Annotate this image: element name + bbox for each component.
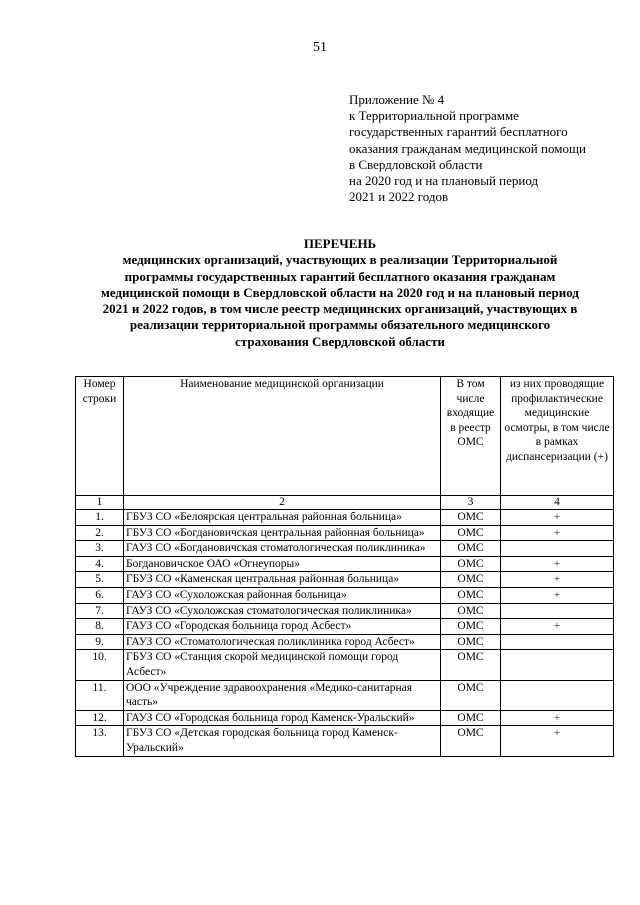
oms-cell: ОМС	[441, 541, 501, 557]
column-number-row	[76, 496, 614, 510]
table-row	[76, 634, 614, 650]
row-number-cell: 1.	[76, 510, 124, 526]
organization-name-cell: ГБУЗ СО «Богдановичская центральная районная больница»	[124, 525, 441, 541]
appendix-line: Приложение № 4	[349, 92, 445, 107]
table-row	[76, 572, 614, 588]
table-row	[76, 603, 614, 619]
oms-cell: ОМС	[441, 603, 501, 619]
page-number: 51	[313, 40, 327, 55]
table-row	[76, 680, 614, 710]
preventive-exam-cell: +	[501, 525, 614, 541]
row-number-cell: 3.	[76, 541, 124, 557]
appendix-line: государственных гарантий бесплатного	[349, 124, 568, 140]
document-heading	[60, 236, 620, 350]
organization-name-cell: ГБУЗ СО «Детская городская больница город Каменск-Уральский»	[124, 726, 441, 756]
oms-cell: ОМС	[441, 619, 501, 635]
heading-line: программы государственных гарантий бесплатного оказания гражданам	[124, 268, 556, 284]
row-number-cell: 4.	[76, 556, 124, 572]
organizations-table	[75, 376, 614, 757]
column-number: 1	[76, 496, 124, 510]
table-row	[76, 650, 614, 680]
organization-name-cell: ГАУЗ СО «Богдановичская стоматологическая поликлиника»	[124, 541, 441, 557]
column-number: 2	[124, 496, 441, 510]
heading-line: страхования Свердловской области	[235, 333, 445, 349]
row-number-cell: 10.	[76, 650, 124, 680]
appendix-line: 2021 и 2022 годов	[349, 189, 449, 205]
preventive-exam-cell	[501, 634, 614, 650]
preventive-exam-cell: +	[501, 710, 614, 726]
preventive-exam-cell: +	[501, 619, 614, 635]
row-number-cell: 8.	[76, 619, 124, 635]
organization-name-cell: ГАУЗ СО «Городская больница город Каменск-Уральский»	[124, 710, 441, 726]
oms-cell: ОМС	[441, 525, 501, 541]
table-row	[76, 525, 614, 541]
table-header-row	[76, 377, 614, 496]
appendix-line: оказания гражданам медицинской помощи	[349, 140, 586, 156]
table-row	[76, 587, 614, 603]
oms-cell: ОМС	[441, 510, 501, 526]
row-number-cell: 2.	[76, 525, 124, 541]
preventive-exam-cell	[501, 541, 614, 557]
oms-cell: ОМС	[441, 710, 501, 726]
preventive-exam-cell: +	[501, 510, 614, 526]
table-row	[76, 726, 614, 756]
heading-line: медицинских организаций, участвующих в реализации Территориальной	[122, 252, 558, 268]
row-number-cell: 12.	[76, 710, 124, 726]
organization-name-cell: ГАУЗ СО «Стоматологическая поликлиника город Асбест»	[124, 634, 441, 650]
row-number-cell: 11.	[76, 680, 124, 710]
organization-name-cell: ГБУЗ СО «Станция скорой медицинской помощи город Асбест»	[124, 650, 441, 680]
preventive-exam-cell	[501, 680, 614, 710]
preventive-exam-cell	[501, 650, 614, 680]
oms-cell: ОМС	[441, 650, 501, 680]
table-row	[76, 541, 614, 557]
row-number-cell: 5.	[76, 572, 124, 588]
header-oms-registry: В том числе входящие в реестр ОМС	[441, 377, 501, 496]
preventive-exam-cell	[501, 603, 614, 619]
appendix-line: к Территориальной программе	[349, 108, 519, 124]
heading-title: ПЕРЕЧЕНЬ	[303, 236, 377, 251]
table-row	[76, 710, 614, 726]
appendix-line: на 2020 год и на плановый период	[349, 173, 539, 189]
preventive-exam-cell: +	[501, 726, 614, 756]
oms-cell: ОМС	[441, 572, 501, 588]
organization-name-cell: ГАУЗ СО «Городская больница город Асбест»	[124, 619, 441, 635]
row-number-cell: 6.	[76, 587, 124, 603]
header-row-number: Номер строки	[76, 377, 124, 496]
preventive-exam-cell: +	[501, 556, 614, 572]
appendix-note	[349, 92, 629, 205]
table-row	[76, 619, 614, 635]
organization-name-cell: ГБУЗ СО «Белоярская центральная районная больница»	[124, 510, 441, 526]
oms-cell: ОМС	[441, 726, 501, 756]
header-organization-name: Наименование медицинской организации	[124, 377, 441, 496]
oms-cell: ОМС	[441, 680, 501, 710]
row-number-cell: 7.	[76, 603, 124, 619]
organization-name-cell: ГАУЗ СО «Сухоложская стоматологическая поликлиника»	[124, 603, 441, 619]
organization-name-cell: ГБУЗ СО «Каменская центральная районная больница»	[124, 572, 441, 588]
preventive-exam-cell: +	[501, 587, 614, 603]
organization-name-cell: Богдановичское ОАО «Огнеупоры»	[124, 556, 441, 572]
oms-cell: ОМС	[441, 556, 501, 572]
header-preventive-exams: из них проводящие профилактические медицинские осмотры, в том числе в рамках диспансеризации (+)	[501, 377, 614, 496]
column-number: 4	[501, 496, 614, 510]
heading-line: реализации территориальной программы обязательного медицинского	[129, 317, 551, 333]
heading-line: медицинской помощи в Свердловской области на 2020 год и на плановый период	[101, 284, 579, 300]
row-number-cell: 13.	[76, 726, 124, 756]
oms-cell: ОМС	[441, 634, 501, 650]
table-row	[76, 510, 614, 526]
organization-name-cell: ГАУЗ СО «Сухоложская районная больница»	[124, 587, 441, 603]
preventive-exam-cell: +	[501, 572, 614, 588]
column-number: 3	[441, 496, 501, 510]
table-row	[76, 556, 614, 572]
appendix-line: в Свердловской области	[349, 156, 483, 172]
row-number-cell: 9.	[76, 634, 124, 650]
organization-name-cell: ООО «Учреждение здравоохранения «Медико-санитарная часть»	[124, 680, 441, 710]
heading-line: 2021 и 2022 годов, в том числе реестр медицинских организаций, участвующих в	[102, 301, 578, 317]
oms-cell: ОМС	[441, 587, 501, 603]
